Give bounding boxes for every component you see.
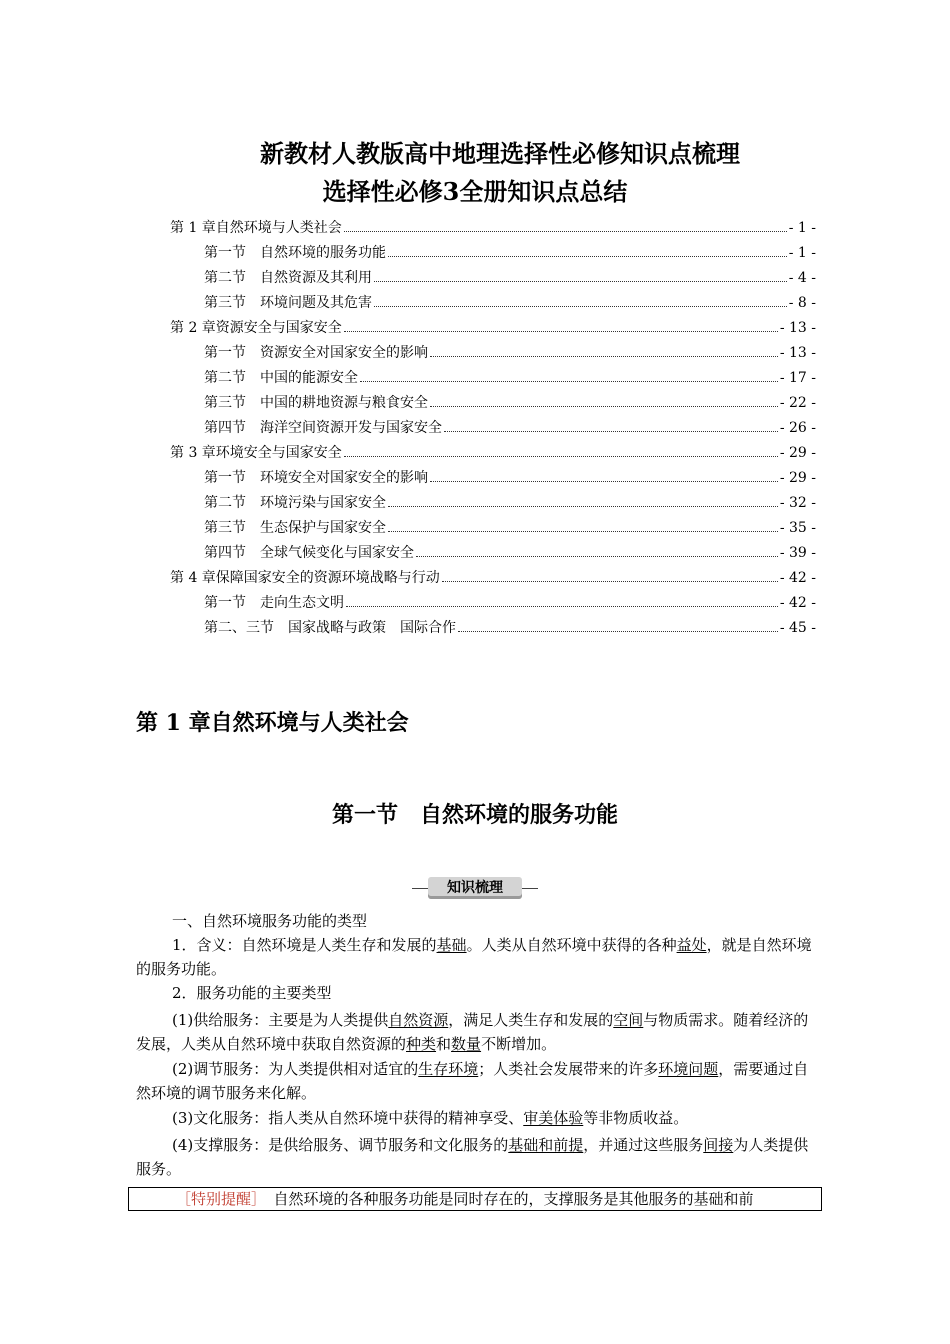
toc-entry-page: - 8 - — [788, 295, 816, 311]
toc-entry[interactable] — [170, 262, 816, 287]
toc-entry-page: - 22 - — [779, 395, 816, 411]
toc-entry-page: - 29 - — [779, 445, 816, 461]
toc-entry-label: 第二节 环境污染与国家安全 — [204, 495, 386, 511]
toc-entry[interactable] — [170, 487, 816, 512]
special-reminder-text: 自然环境的各种服务功能是同时存在的，支撑服务是其他服务的基础和前 — [258, 1190, 754, 1208]
underlined-keyword: 数量 — [451, 1035, 482, 1053]
toc-entry-page: - 1 - — [788, 245, 816, 261]
toc-entry-page: - 1 - — [788, 220, 816, 236]
toc-entry[interactable] — [170, 462, 816, 487]
toc-leader-dots — [430, 406, 778, 407]
toc-entry-label: 第一节 环境安全对国家安全的影响 — [204, 470, 428, 486]
toc-entry[interactable] — [170, 337, 816, 362]
toc-entry-page: - 17 - — [779, 370, 816, 386]
toc-entry[interactable] — [170, 512, 816, 537]
text-segment: ，就是自然环境的服务功能。 — [136, 936, 812, 978]
toc-entry[interactable] — [170, 287, 816, 312]
toc-entry-label: 第二、三节 国家战略与政策 国际合作 — [204, 620, 456, 636]
text-segment: 等非物质收益。 — [583, 1109, 689, 1127]
toc-entry-page: - 42 - — [779, 595, 816, 611]
text-segment: ；人类社会发展带来的许多 — [478, 1060, 659, 1078]
toc-leader-dots — [344, 456, 778, 457]
text-segment: ，并通过这些服务 — [583, 1136, 704, 1154]
toc-entry-label: 第一节 走向生态文明 — [204, 595, 344, 611]
toc-leader-dots — [344, 331, 778, 332]
toc-entry[interactable] — [170, 312, 816, 337]
toc-entry-page: - 35 - — [779, 520, 816, 536]
underlined-keyword: 审美体验 — [523, 1109, 584, 1127]
toc-entry-page: - 13 - — [779, 320, 816, 336]
toc-entry-page: - 13 - — [779, 345, 816, 361]
toc-entry[interactable] — [170, 387, 816, 412]
toc-entry-label: 第三节 环境问题及其危害 — [204, 295, 372, 311]
special-reminder-tag: ［特别提醒］ — [176, 1190, 259, 1208]
text-segment: 不断增加。 — [481, 1035, 557, 1053]
toc-entry-label: 第三节 中国的耕地资源与粮食安全 — [204, 395, 428, 411]
toc-entry[interactable] — [170, 562, 816, 587]
underlined-keyword: 空间 — [613, 1011, 644, 1029]
toc-entry-page: - 42 - — [779, 570, 816, 586]
text-segment: 和 — [436, 1035, 452, 1053]
underlined-keyword: 环境问题 — [658, 1060, 719, 1078]
paragraph-cultural-service — [136, 1106, 816, 1130]
toc-entry-label: 第 1 章自然环境与人类社会 — [170, 220, 342, 236]
toc-entry-page: - 39 - — [779, 545, 816, 561]
toc-leader-dots — [360, 381, 778, 382]
toc-leader-dots — [444, 431, 778, 432]
toc-leader-dots — [346, 606, 778, 607]
underlined-keyword: 间接 — [703, 1136, 734, 1154]
toc-entry-label: 第二节 自然资源及其利用 — [204, 270, 372, 286]
text-segment: 2．服务功能的主要类型 — [172, 984, 332, 1002]
toc-leader-dots — [458, 631, 778, 632]
paragraph-regulating-service — [136, 1057, 816, 1105]
paragraph-supply-service — [136, 1008, 816, 1056]
paragraph-types — [136, 981, 816, 1005]
toc-entry[interactable] — [170, 537, 816, 562]
toc-entry[interactable] — [170, 437, 816, 462]
toc-entry-label: 第 2 章资源安全与国家安全 — [170, 320, 342, 336]
knowledge-box-label — [412, 877, 538, 899]
toc-entry-label: 第一节 资源安全对国家安全的影响 — [204, 345, 428, 361]
text-segment: 为人类提供服务。 — [136, 1136, 809, 1178]
paragraph-definition — [136, 933, 816, 981]
toc-entry-label: 第一节 自然环境的服务功能 — [204, 245, 386, 261]
toc-leader-dots — [344, 231, 787, 232]
toc-entry-label: 第四节 全球气候变化与国家安全 — [204, 545, 414, 561]
text-segment: ，满足人类生存和发展的 — [448, 1011, 614, 1029]
knowledge-box-title: 知识梳理 — [428, 877, 522, 899]
document-subtitle: 选择性必修3全册知识点总结 — [322, 177, 628, 206]
toc-entry-label: 第 3 章环境安全与国家安全 — [170, 445, 342, 461]
toc-entry-label: 第二节 中国的能源安全 — [204, 370, 358, 386]
toc-entry-page: - 29 - — [779, 470, 816, 486]
toc-leader-dots — [388, 531, 778, 532]
paragraph-supporting-service — [136, 1133, 816, 1181]
toc-entry[interactable] — [170, 212, 816, 237]
text-segment: (4)支撑服务：是供给服务、调节服务和文化服务的 — [172, 1136, 509, 1154]
underlined-keyword: 基础 — [436, 936, 467, 954]
toc-entry[interactable] — [170, 612, 816, 637]
toc-entry-page: - 32 - — [779, 495, 816, 511]
special-reminder-box — [128, 1187, 822, 1211]
toc-leader-dots — [388, 256, 787, 257]
chapter-heading: 第 1 章自然环境与人类社会 — [136, 710, 409, 736]
underlined-keyword: 自然资源 — [388, 1011, 449, 1029]
toc-leader-dots — [374, 306, 787, 307]
toc-leader-dots — [442, 581, 778, 582]
underlined-keyword: 基础和前提 — [508, 1136, 584, 1154]
text-segment: (2)调节服务：为人类提供相对适宜的 — [172, 1060, 419, 1078]
underlined-keyword: 种类 — [406, 1035, 437, 1053]
toc-leader-dots — [430, 356, 778, 357]
toc-entry-label: 第三节 生态保护与国家安全 — [204, 520, 386, 536]
text-segment: 。人类从自然环境中获得的各种 — [466, 936, 677, 954]
toc-entry-label: 第四节 海洋空间资源开发与国家安全 — [204, 420, 442, 436]
toc-leader-dots — [416, 556, 778, 557]
toc-entry-label: 第 4 章保障国家安全的资源环境战略与行动 — [170, 570, 440, 586]
toc-entry[interactable] — [170, 362, 816, 387]
content-heading: 一、自然环境服务功能的类型 — [172, 912, 368, 930]
table-of-contents — [170, 212, 816, 637]
text-segment: (1)供给服务：主要是为人类提供 — [172, 1011, 389, 1029]
underlined-keyword: 生存环境 — [418, 1060, 479, 1078]
text-segment: (3)文化服务：指人类从自然环境中获得的精神享受、 — [172, 1109, 524, 1127]
toc-entry[interactable] — [170, 587, 816, 612]
toc-entry[interactable] — [170, 412, 816, 437]
toc-entry-page: - 45 - — [779, 620, 816, 636]
text-segment: 1．含义：自然环境是人类生存和发展的 — [172, 936, 437, 954]
toc-entry[interactable] — [170, 237, 816, 262]
toc-leader-dots — [374, 281, 787, 282]
toc-entry-page: - 4 - — [788, 270, 816, 286]
underlined-keyword: 益处 — [676, 936, 707, 954]
document-title: 新教材人教版高中地理选择性必修知识点梳理 — [260, 139, 740, 168]
section-heading: 第一节 自然环境的服务功能 — [331, 802, 618, 828]
toc-leader-dots — [388, 506, 778, 507]
text-segment: ，需要通过自然环境的调节服务来化解。 — [136, 1060, 809, 1102]
toc-leader-dots — [430, 481, 778, 482]
toc-entry-page: - 26 - — [779, 420, 816, 436]
text-segment: 与物质需求。随着经济的发展，人类从自然环境中获取自然资源的 — [136, 1011, 809, 1053]
